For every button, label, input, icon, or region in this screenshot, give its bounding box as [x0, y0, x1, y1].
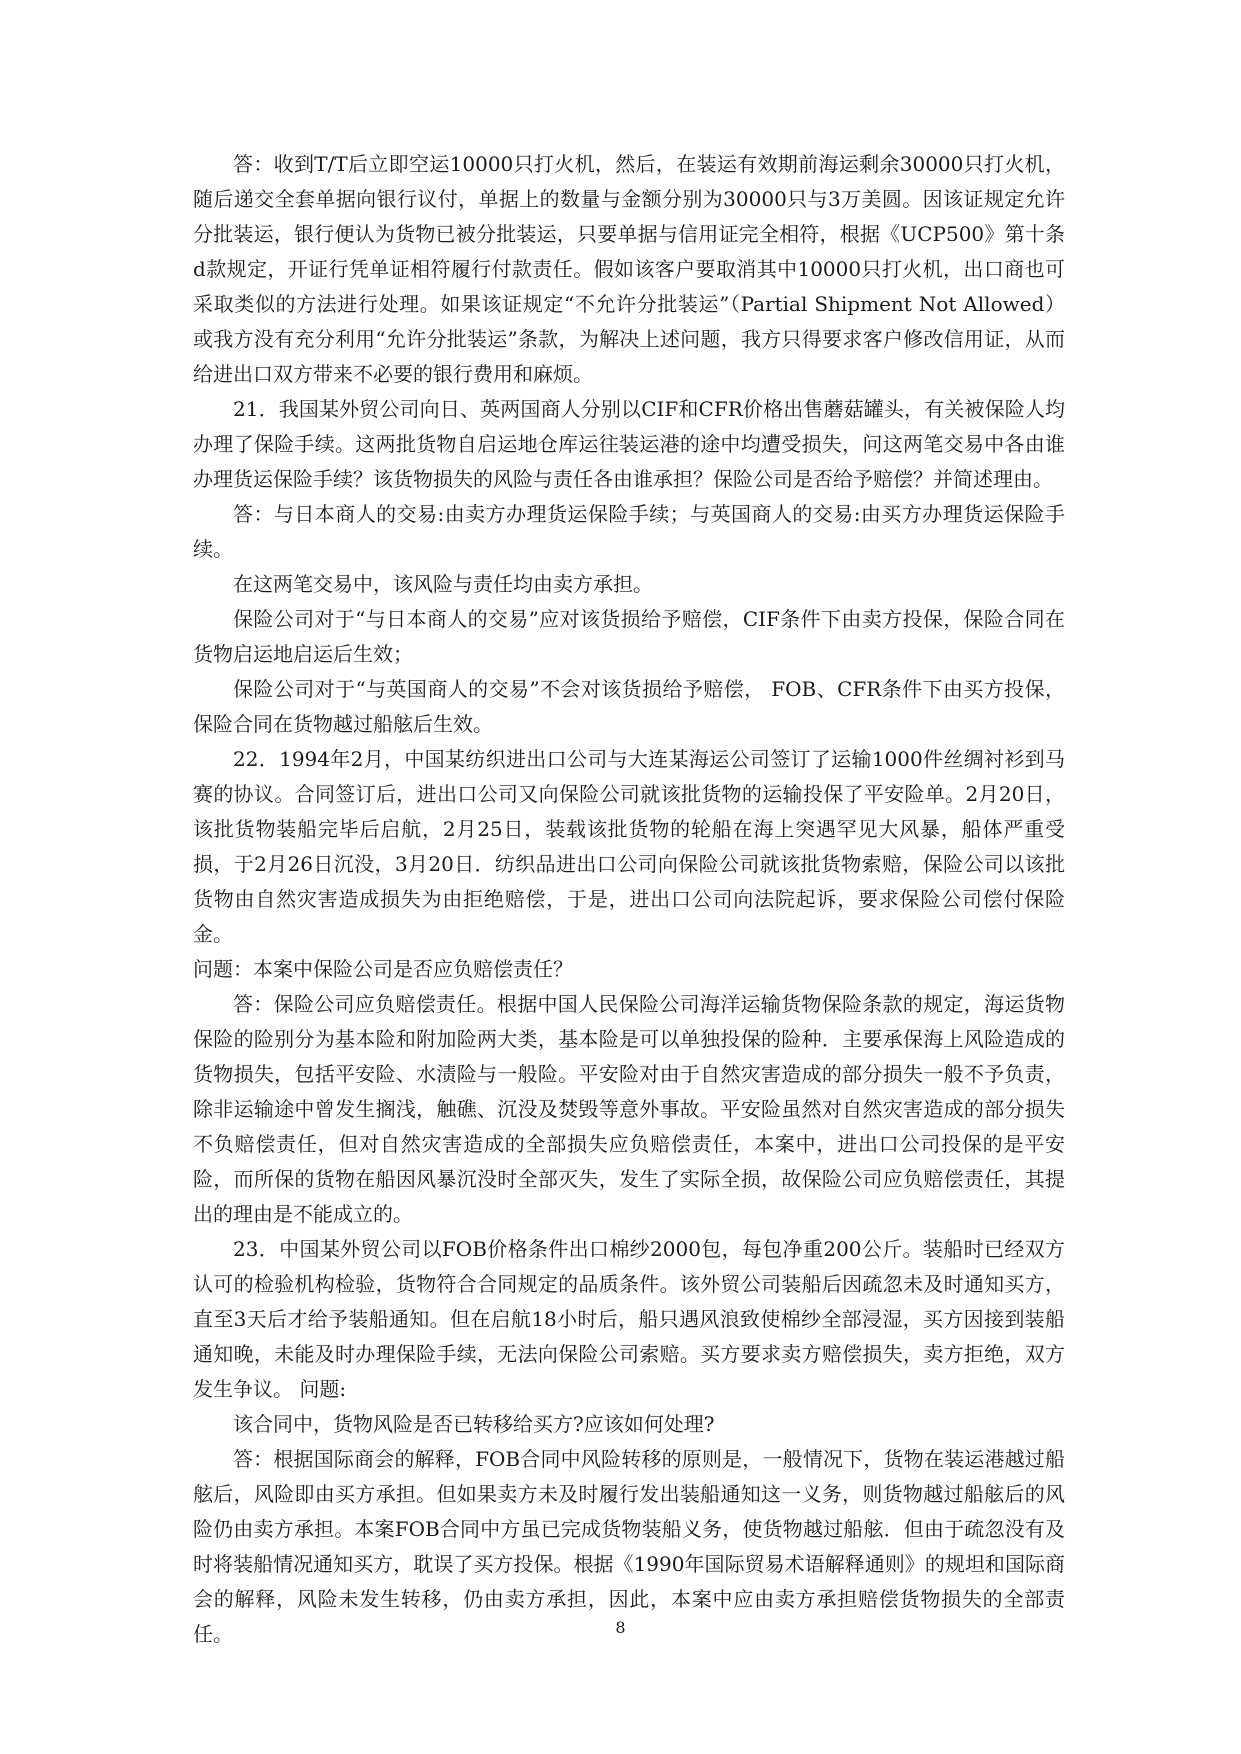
paragraph-question-22: 22．1994年2月，中国某纺织进出口公司与大连某海运公司签订了运输1000件丝绸衬衫到马赛的协议。合同签订后，进出口公司又向保险公司就该批货物的运输投保了平安险单。2月20日，该批货物装船完毕后启航，2月25日，装载该批货物的轮船在海上突遇罕见大风暴，船体严重受损，于2月26日沉没，3月20日．纺织品进出口公司向保险公司就该批货物索赔，保险公司以该批货物由自然灾害造成损失为由拒绝赔偿，于是，进出口公司向法院起诉，要求保险公司偿付保险金。 — [193, 747, 1065, 946]
paragraph-answer-20: 答：收到T/T后立即空运10000只打火机，然后，在装运有效期前海运剩余30000只打火机，随后递交全套单据向银行议付，单据上的数量与金额分别为30000只与3万美圆。因该证规定允许分批装运，银行便认为货物已被分批装运，只要单据与信用证完全相符，根据《UCP500》第十条d款规定，开证行凭单证相符履行付款责任。假如该客户要取消其中10000只打火机，出口商也可采取类似的方法进行处理。如果该证规定“不允许分批装运”（Partial Shipment Not Allowed）或我方没有充分利用“允许分批装运”条款，为解决上述问题，我方只得要求客户修改信用证，从而给进出口双方带来不必要的银行费用和麻烦。 — [193, 152, 1065, 386]
paragraph-answer-21: 答：与日本商人的交易:由卖方办理货运保险手续；与英国商人的交易:由买方办理货运保险手续。 — [193, 502, 1065, 561]
paragraph-answer-23: 答：根据国际商会的解释，FOB合同中风险转移的原则是，一般情况下，货物在装运港越过船舷后，风险即由买方承担。但如果卖方未及时履行发出装船通知这一义务，则货物越过船舷后的风险仍由卖方承担。本案FOB合同中方虽已完成货物装船义务，使货物越过船舷．但由于疏忽没有及时将装船情况通知买方，耽误了买方投保。根据《1990年国际贸易术语解释通则》的规坦和国际商会的解释，风险未发生转移，仍由卖方承担，因此，本案中应由卖方承担赔偿货物损失的全部责任。 — [193, 1447, 1065, 1646]
paragraph-question-22-prompt: 问题：本案中保险公司是否应负赔偿责任？ — [193, 957, 573, 981]
paragraph-question-23: 23．中国某外贸公司以FOB价格条件出口棉纱2000包，每包净重200公斤。装船时已经双方认可的检验机构检验，货物符合合同规定的品质条件。该外贸公司装船后因疏忽未及时通知买方，直至3天后才给予装船通知。但在启航18小时后，船只遇风浪致使棉纱全部浸湿，买方因接到装船通知晚，未能及时办理保险手续，无法向保险公司索赔。买方要求卖方赔偿损失，卖方拒绝，双方发生争议。 问题: — [193, 1237, 1065, 1401]
paragraph-question-21: 21．我国某外贸公司向日、英两国商人分别以CIF和CFR价格出售蘑菇罐头，有关被保险人均办理了保险手续。这两批货物自启运地仓库运往装运港的途中均遭受损失，问这两笔交易中各由谁办理货运保险手续？该货物损失的风险与责任各由谁承担？保险公司是否给予赔偿？并简述理由。 — [193, 397, 1065, 491]
paragraph-answer-21-britain: 保险公司对于“与英国商人的交易”不会对该货损给予赔偿， FOB、CFR条件下由买方投保，保险合同在货物越过船舷后生效。 — [193, 677, 1065, 736]
page-number: 8 — [615, 1618, 626, 1637]
document-body — [193, 147, 1065, 1652]
paragraph-answer-21-risk: 在这两笔交易中，该风险与责任均由卖方承担。 — [233, 572, 653, 596]
paragraph-answer-21-japan: 保险公司对于“与日本商人的交易”应对该货损给予赔偿，CIF条件下由卖方投保，保险合同在货物启运地启运后生效； — [193, 607, 1065, 666]
paragraph-answer-22: 答：保险公司应负赔偿责任。根据中国人民保险公司海洋运输货物保险条款的规定，海运货物保险的险别分为基本险和附加险两大类，基本险是可以单独投保的险种．主要承保海上风险造成的货物损失，包括平安险、水渍险与一般险。平安险对由于自然灾害造成的部分损失一般不予负责，除非运输途中曾发生搁浅，触礁、沉没及焚毁等意外事故。平安险虽然对自然灾害造成的部分损失不负赔偿责任，但对自然灾害造成的全部损失应负赔偿责任，本案中，进出口公司投保的是平安险，而所保的货物在船因风暴沉没时全部灭失，发生了实际全损，故保险公司应负赔偿责任，其提出的理由是不能成立的。 — [193, 992, 1065, 1226]
paragraph-question-23-prompt: 该合同中，货物风险是否已转移给买方?应该如何处理? — [233, 1412, 715, 1436]
